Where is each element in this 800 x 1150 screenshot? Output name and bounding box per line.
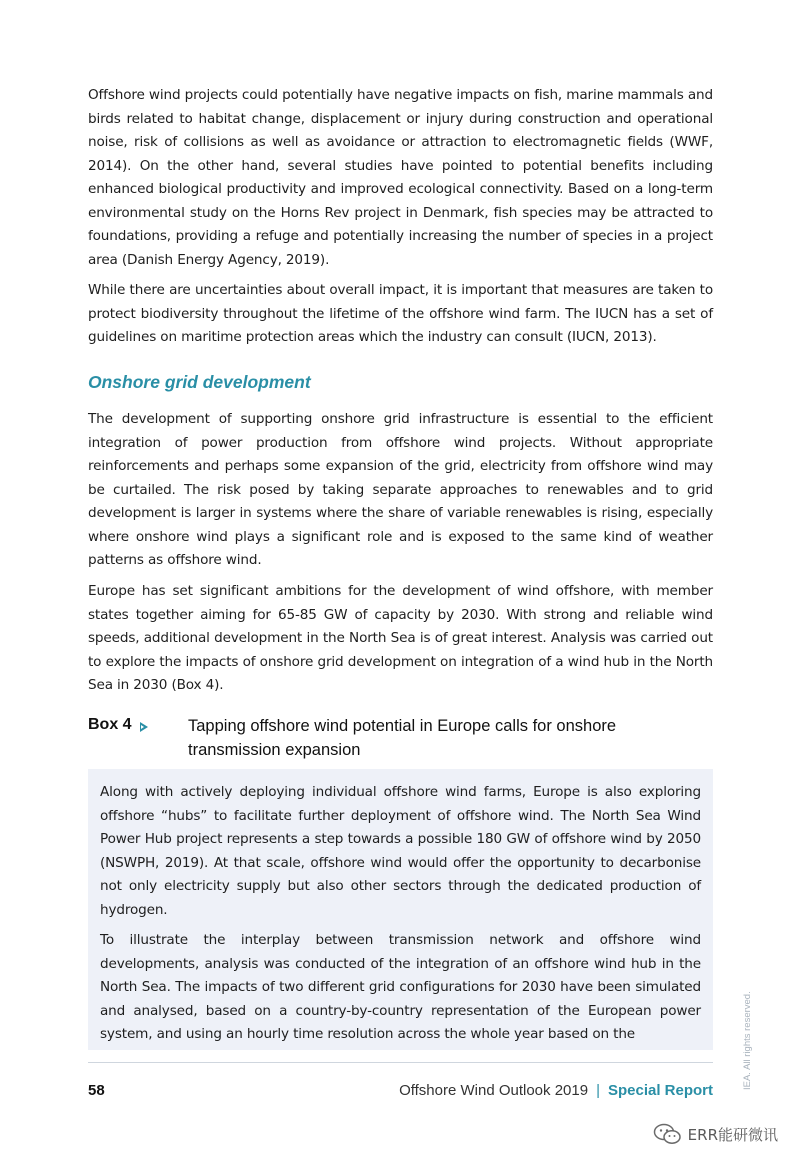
body-paragraph: The development of supporting onshore grid infrastructure is essential to the efficient integration of power production from offshore wind projects. Without appropriate reinforcements and perhaps some expansion of the grid, electricity from offshore wind may be curtailed. The risk posed by taking separate approaches to renewables and to grid development is larger in systems where the share of variable renewables is rising, especially where onshore wind plays a significant role and is exposed to the same kind of weather patterns as offshore wind. bbox=[88, 411, 713, 568]
section-heading: Onshore grid development bbox=[88, 372, 311, 392]
box-label: Box 4 bbox=[88, 716, 132, 733]
watermark bbox=[653, 1122, 778, 1146]
box-content bbox=[88, 769, 713, 1050]
body-paragraph: While there are uncertainties about overall impact, it is important that measures are taken to protect biodiversity throughout the lifetime of the offshore wind farm. The IUCN has a set of guidelines on maritime protection areas which the industry can consult (IUCN, 2013). bbox=[88, 282, 713, 345]
rights-notice: IEA. All rights reserved. bbox=[742, 991, 753, 1090]
footer-separator: | bbox=[596, 1082, 600, 1099]
footer-divider bbox=[88, 1062, 713, 1063]
body-paragraph: Europe has set significant ambitions for the development of wind offshore, with member states together aiming for 65-85 GW of capacity by 2030. With strong and reliable wind speeds, additional development in the North Sea is of great interest. Analysis was carried out to explore the impacts of onshore grid development on integration of a wind hub in the North Sea in 2030 (Box 4). bbox=[88, 583, 713, 693]
footer-publication-info bbox=[399, 1082, 713, 1099]
box-paragraph: To illustrate the interplay between transmission network and offshore wind developments, analysis was conducted of the integration of an offshore wind hub in the North Sea. The impacts of two different grid configurations for 2030 have been simulated and analysed, based on a country-by-country representation of the European power system, and using an hourly time resolution across the whole year based on the bbox=[100, 932, 701, 1042]
box-header bbox=[88, 714, 713, 764]
box-paragraph: Along with actively deploying individual offshore wind farms, Europe is also exploring offshore “hubs” to facilitate further deployment of offshore wind. The North Sea Wind Power Hub project represents a step towards a possible 180 GW of offshore wind by 2050 (NSWPH, 2019). At that scale, offshore wind would offer the opportunity to decarbonise not only electricity supply but also other sectors through the dedicated production of hydrogen. bbox=[100, 784, 701, 918]
page-number: 58 bbox=[88, 1082, 105, 1099]
body-paragraph: Offshore wind projects could potentially have negative impacts on fish, marine mammals and birds related to habitat change, displacement or injury during construction and operational noise, risk of collisions as well as avoidance or attraction to electromagnetic fields (WWF, 2014). On the other hand, several studies have pointed to potential benefits including enhanced biological productivity and improved ecological connectivity. Based on a long-term environmental study on the Horns Rev project in Denmark, fish species may be attracted to foundations, providing a refuge and potentially increasing the number of species in a project area (Danish Energy Agency, 2019). bbox=[88, 87, 713, 268]
publication-title: Offshore Wind Outlook 2019 bbox=[399, 1082, 589, 1099]
special-report-label: Special Report bbox=[607, 1082, 713, 1099]
watermark-text: ERR能研微讯 bbox=[687, 1125, 778, 1144]
wechat-icon bbox=[653, 1123, 683, 1145]
box-title: Tapping offshore wind potential in Europe calls for onshore transmission expansion bbox=[188, 717, 617, 759]
play-arrow-icon bbox=[140, 722, 148, 732]
